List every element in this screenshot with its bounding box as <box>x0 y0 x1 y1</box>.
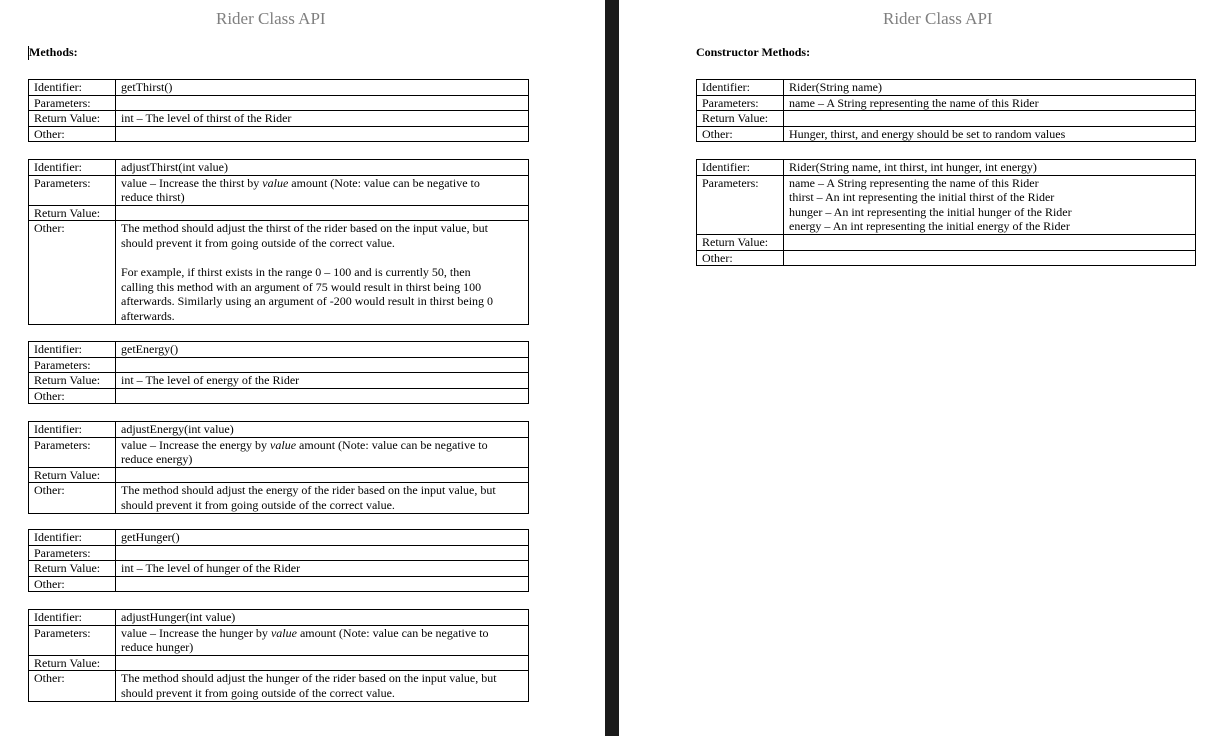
field-label: Other: <box>29 126 116 142</box>
field-label: Parameters: <box>29 437 116 467</box>
method-table <box>28 529 529 592</box>
row-return-value <box>697 234 1196 250</box>
emphasis-text: value <box>270 625 297 640</box>
parameter-line <box>121 190 523 205</box>
field-label: Other: <box>697 250 784 266</box>
field-label: Identifier: <box>29 80 116 96</box>
field-value <box>116 126 529 142</box>
other-line: should prevent it from going outside of the correct value. <box>121 235 395 250</box>
field-value <box>116 437 529 467</box>
field-label: Parameters: <box>697 175 784 234</box>
field-label: Return Value: <box>29 373 116 389</box>
text: amount (Note: value can be negative to <box>296 625 489 640</box>
row-other <box>29 126 529 142</box>
text: energy – An int representing the initial energy of the Rider <box>789 219 1070 234</box>
parameter-line <box>789 205 1190 220</box>
row-identifier <box>29 422 529 438</box>
text: thirst – An int representing the initial thirst of the Rider <box>789 190 1055 205</box>
text: name – A String representing the name of this Rider <box>789 175 1039 190</box>
row-parameters <box>29 545 529 561</box>
text: hunger – An int representing the initial hunger of the Rider <box>789 204 1072 219</box>
field-label: Other: <box>29 221 116 324</box>
field-value <box>116 221 529 324</box>
page-right <box>619 0 1218 736</box>
row-return-value <box>29 467 529 483</box>
field-value: adjustThirst(int value) <box>116 160 529 176</box>
parameter-line <box>121 452 523 467</box>
other-line: Hunger, thirst, and energy should be set to random values <box>789 126 1066 141</box>
row-parameters <box>29 95 529 111</box>
field-label: Other: <box>697 126 784 142</box>
text: name – A String representing the name of this Rider <box>789 95 1039 110</box>
parameter-line <box>789 219 1190 234</box>
field-value: int – The level of energy of the Rider <box>116 373 529 389</box>
row-parameters <box>29 437 529 467</box>
field-label: Identifier: <box>29 342 116 358</box>
text: reduce thirst) <box>121 190 185 205</box>
emphasis-text: value <box>262 175 289 190</box>
parameter-line <box>789 96 1190 111</box>
row-identifier <box>697 160 1196 176</box>
parameter-line <box>121 438 523 453</box>
field-value <box>784 95 1196 111</box>
other-line: afterwards. <box>121 308 175 323</box>
text: reduce hunger) <box>121 640 194 655</box>
row-identifier <box>29 610 529 626</box>
page-left <box>0 0 605 736</box>
row-return-value <box>29 561 529 577</box>
other-line: The method should adjust the energy of the rider based on the input value, but <box>121 483 496 498</box>
field-value <box>116 545 529 561</box>
field-label: Parameters: <box>29 545 116 561</box>
method-table <box>28 341 529 404</box>
row-return-value <box>29 373 529 389</box>
row-other <box>29 221 529 324</box>
row-return-value <box>29 205 529 221</box>
field-label: Identifier: <box>29 610 116 626</box>
field-value <box>116 576 529 592</box>
field-value: getHunger() <box>116 530 529 546</box>
text: reduce energy) <box>121 452 193 467</box>
row-return-value <box>29 111 529 127</box>
parameter-line <box>789 176 1190 191</box>
field-value: Rider(String name, int thirst, int hunger, int energy) <box>784 160 1196 176</box>
field-value: adjustHunger(int value) <box>116 610 529 626</box>
text: amount (Note: value can be negative to <box>296 437 488 452</box>
field-label: Return Value: <box>697 111 784 127</box>
field-value <box>784 234 1196 250</box>
field-value <box>116 95 529 111</box>
field-label: Return Value: <box>697 234 784 250</box>
other-line: The method should adjust the thirst of the rider based on the input value, but <box>121 221 488 236</box>
text: value – Increase the energy by <box>121 437 271 452</box>
page-title: Rider Class API <box>883 9 993 28</box>
method-table <box>28 421 529 514</box>
field-value <box>784 126 1196 142</box>
method-table <box>696 159 1196 266</box>
row-other <box>29 483 529 513</box>
row-identifier <box>697 80 1196 96</box>
emphasis-text: value <box>270 437 297 452</box>
field-label: Other: <box>29 483 116 513</box>
row-other <box>29 576 529 592</box>
field-value <box>116 175 529 205</box>
row-parameters <box>29 357 529 373</box>
field-value: getThirst() <box>116 80 529 96</box>
row-other <box>29 388 529 404</box>
method-table <box>28 159 529 325</box>
field-value <box>116 467 529 483</box>
field-value: getEnergy() <box>116 342 529 358</box>
parameter-line <box>121 176 523 191</box>
row-other <box>697 126 1196 142</box>
row-identifier <box>29 160 529 176</box>
field-label: Parameters: <box>29 95 116 111</box>
row-identifier <box>29 342 529 358</box>
text: value – Increase the hunger by <box>121 625 271 640</box>
parameter-line <box>121 626 523 641</box>
field-label: Identifier: <box>29 530 116 546</box>
parameter-line <box>789 190 1190 205</box>
field-label: Identifier: <box>29 422 116 438</box>
text: amount (Note: value can be negative to <box>288 175 480 190</box>
field-value: int – The level of hunger of the Rider <box>116 561 529 577</box>
field-value <box>116 655 529 671</box>
other-line: For example, if thirst exists in the range 0 – 100 and is currently 50, then <box>121 265 471 280</box>
field-label: Parameters: <box>29 625 116 655</box>
field-label: Parameters: <box>29 357 116 373</box>
other-line: The method should adjust the hunger of the rider based on the input value, but <box>121 671 497 686</box>
page-divider <box>605 0 619 736</box>
row-return-value <box>697 111 1196 127</box>
field-label: Parameters: <box>697 95 784 111</box>
field-value <box>116 671 529 701</box>
field-label: Parameters: <box>29 175 116 205</box>
field-value <box>116 483 529 513</box>
field-value <box>116 357 529 373</box>
row-identifier <box>29 530 529 546</box>
parameter-line <box>121 640 523 655</box>
row-other <box>697 250 1196 266</box>
field-label: Return Value: <box>29 205 116 221</box>
section-heading-constructors: Constructor Methods: <box>696 45 811 59</box>
method-table <box>28 79 529 142</box>
row-return-value <box>29 655 529 671</box>
row-parameters <box>29 625 529 655</box>
row-parameters <box>697 95 1196 111</box>
field-value <box>784 250 1196 266</box>
field-label: Return Value: <box>29 561 116 577</box>
field-label: Other: <box>29 576 116 592</box>
field-label: Other: <box>29 671 116 701</box>
other-line <box>121 251 523 266</box>
field-label: Return Value: <box>29 655 116 671</box>
field-label: Identifier: <box>29 160 116 176</box>
field-label: Identifier: <box>697 80 784 96</box>
method-table <box>28 609 529 702</box>
field-label: Return Value: <box>29 467 116 483</box>
text: value – Increase the thirst by <box>121 175 263 190</box>
other-line: should prevent it from going outside of the correct value. <box>121 685 395 700</box>
row-other <box>29 671 529 701</box>
page-title: Rider Class API <box>216 9 326 28</box>
field-value: Rider(String name) <box>784 80 1196 96</box>
other-line: calling this method with an argument of 75 would result in thirst being 100 <box>121 279 482 294</box>
field-value: adjustEnergy(int value) <box>116 422 529 438</box>
field-label: Other: <box>29 388 116 404</box>
field-value: int – The level of thirst of the Rider <box>116 111 529 127</box>
other-line: afterwards. Similarly using an argument of -200 would result in thirst being 0 <box>121 294 494 309</box>
section-heading-methods: Methods: <box>29 45 78 59</box>
row-identifier <box>29 80 529 96</box>
row-parameters <box>29 175 529 205</box>
field-value <box>116 625 529 655</box>
field-value <box>784 111 1196 127</box>
method-table <box>696 79 1196 142</box>
other-line: should prevent it from going outside of the correct value. <box>121 497 395 512</box>
field-label: Return Value: <box>29 111 116 127</box>
field-value <box>784 175 1196 234</box>
row-parameters <box>697 175 1196 234</box>
field-label: Identifier: <box>697 160 784 176</box>
field-value <box>116 388 529 404</box>
field-value <box>116 205 529 221</box>
